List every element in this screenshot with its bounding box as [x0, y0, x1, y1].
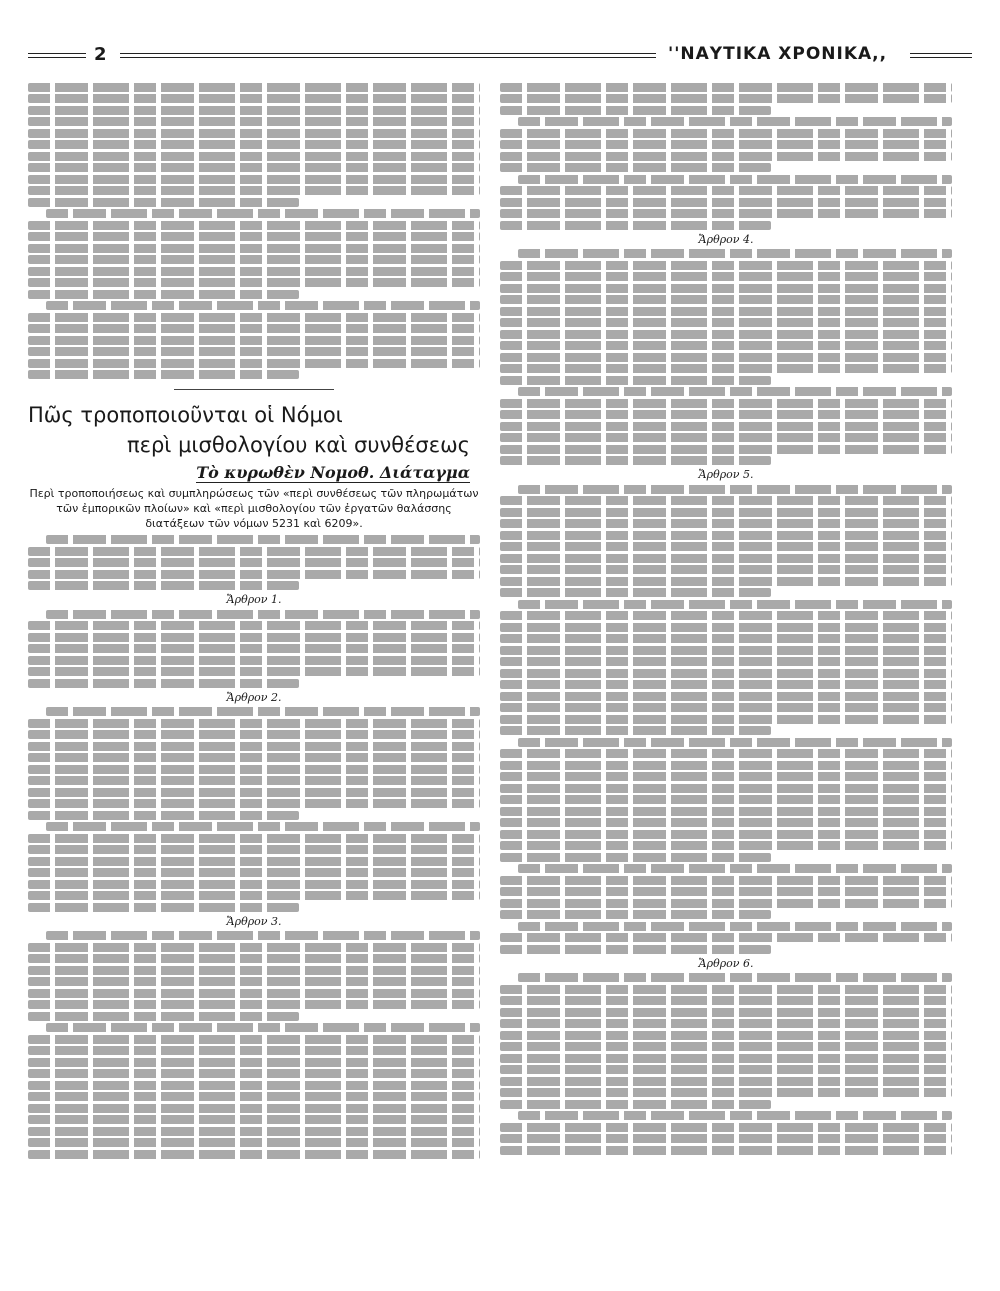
header-rule-left — [28, 53, 86, 54]
journal-title: ''ΝΑΥΤΙΚΑ ΧΡΟΝΙΚΑ,, — [668, 44, 888, 64]
right-column — [500, 80, 952, 1157]
article-2-text — [28, 707, 480, 912]
page-header — [28, 40, 972, 70]
headline-line-2: περὶ μισθολογίου καὶ συνθέσεως — [126, 433, 470, 457]
article-1-heading: Ἄρθρον 1. — [226, 593, 282, 606]
article-6-heading: Ἄρθρον 6. — [698, 956, 754, 970]
opening-text-block — [28, 83, 480, 380]
headline-line-1: Πῶς τροποποιοῦνται οἱ Νόμοι — [28, 403, 343, 427]
newspaper-page — [28, 40, 972, 1270]
header-rule-mid — [120, 53, 656, 54]
article-5-heading: Ἄρθρον 5. — [698, 468, 754, 481]
header-rule-right — [910, 53, 972, 54]
article-1-text — [28, 610, 480, 688]
article-3-heading: Ἄρθρον 3. — [226, 914, 282, 928]
section-divider — [174, 389, 334, 390]
article-intro: Περὶ τροποποιήσεως καὶ συμπληρώσεως τῶν «περὶ συνθέσεως τῶν πληρωμάτων τῶν ἐμπορικῶν πλοίων» καὶ «περὶ μισθολογίου τῶν ἐργατῶν θαλάσσης διατάξεων τῶν νόμων 5231 καὶ 6209». — [29, 487, 479, 530]
article-headline — [28, 400, 480, 460]
page-number: 2 — [94, 44, 107, 65]
article-6-text — [500, 973, 952, 1155]
article-3-continued — [500, 83, 952, 230]
article-4-text — [500, 249, 952, 465]
article-3-text — [28, 931, 480, 1159]
header-rule-left-2 — [28, 57, 86, 58]
article-subtitle: Τὸ κυρωθὲν Νομοθ. Διάταγμα — [196, 463, 470, 482]
article-4-heading: Ἄρθρον 4. — [698, 232, 754, 246]
preamble-text — [28, 535, 480, 590]
header-rule-right-2 — [910, 57, 972, 58]
left-column — [28, 80, 480, 1161]
header-rule-mid-2 — [120, 57, 656, 58]
article-5-text — [500, 485, 952, 954]
article-2-heading: Ἄρθρον 2. — [226, 690, 282, 704]
